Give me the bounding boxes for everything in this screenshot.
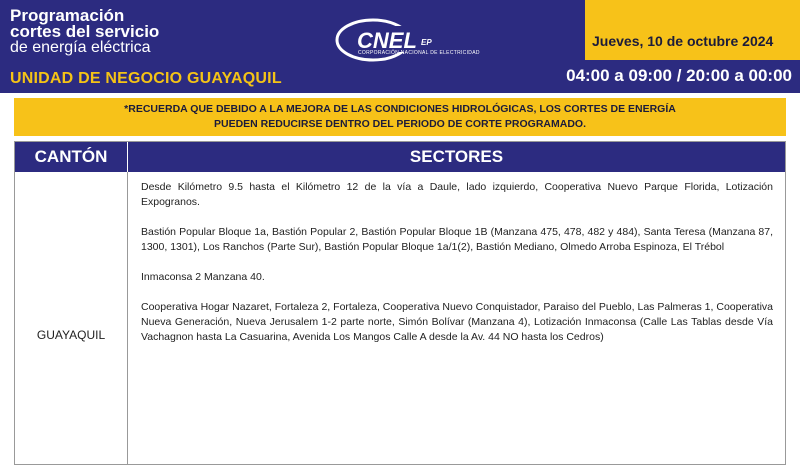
notice-line-2: PUEDEN REDUCIRSE DENTRO DEL PERIODO DE CORTE PROGRAMADO. — [213, 118, 586, 130]
header-sectores: SECTORES — [127, 142, 785, 172]
title-line-2: cortes del servicio — [10, 22, 160, 41]
sectores-cell — [141, 180, 773, 360]
header-canton: CANTÓN — [34, 147, 108, 166]
column-divider — [127, 172, 128, 464]
logo-text: CNEL — [357, 28, 417, 53]
schedule-table — [14, 141, 786, 465]
cnel-logo — [325, 14, 475, 74]
notice-banner — [14, 98, 786, 136]
business-unit: UNIDAD DE NEGOCIO GUAYAQUIL — [10, 70, 282, 87]
program-title — [10, 8, 159, 56]
sector-paragraph: Desde Kilómetro 9.5 hasta el Kilómetro 12 de la vía a Daule, lado izquierdo, Cooperativa Nuevo Parque Florida, Lotización Expogranos. — [141, 181, 773, 208]
title-line-1: Programación — [10, 6, 125, 25]
table-header — [15, 142, 785, 172]
title-line-3: de energía eléctrica — [10, 39, 151, 56]
sector-paragraph: Inmaconsa 2 Manzana 40. — [141, 271, 265, 283]
sector-paragraph: Bastión Popular Bloque 1a, Bastión Popular 2, Bastión Popular Bloque 1B (Manzana 475, 478, 482 y 484), Santa Teresa (Manzana 87, 1300, 1301), Los Ranchos (Parte Sur), Bastión Popular Bloque 1a/1(2), Bastión Mediano, Olmedo Arroba Espinoza, El Trébol — [141, 226, 773, 253]
canton-cell: GUAYAQUIL — [36, 328, 106, 342]
notice-line-1: *RECUERDA QUE DEBIDO A LA MEJORA DE LAS CONDICIONES HIDROLÓGICAS, LOS CORTES DE ENERGÍA — [124, 103, 676, 115]
logo-subtitle: CORPORACIÓN NACIONAL DE ELECTRICIDAD — [358, 50, 480, 56]
header — [0, 0, 800, 93]
logo-suffix: EP — [421, 38, 432, 47]
sector-paragraph: Cooperativa Hogar Nazaret, Fortaleza 2, Fortaleza, Cooperativa Nuevo Conquistador, Paraiso del Pueblo, Las Palmeras 1, Cooperativa Nueva Generación, Nueva Jerusalem 1-2 parte norte, Simón Bolívar (Manzana 4), Lotización Inmaconsa (Calle Las Tablas desde Vía Vachagnon hasta La Casuarina, Avenida Los Mangos Calle A desde la Av. 44 NO hasta los Cedros) — [141, 301, 773, 343]
outage-hours: 04:00 a 09:00 / 20:00 a 00:00 — [566, 66, 792, 85]
date: Jueves, 10 de octubre 2024 — [592, 33, 774, 49]
date-box — [585, 0, 800, 60]
